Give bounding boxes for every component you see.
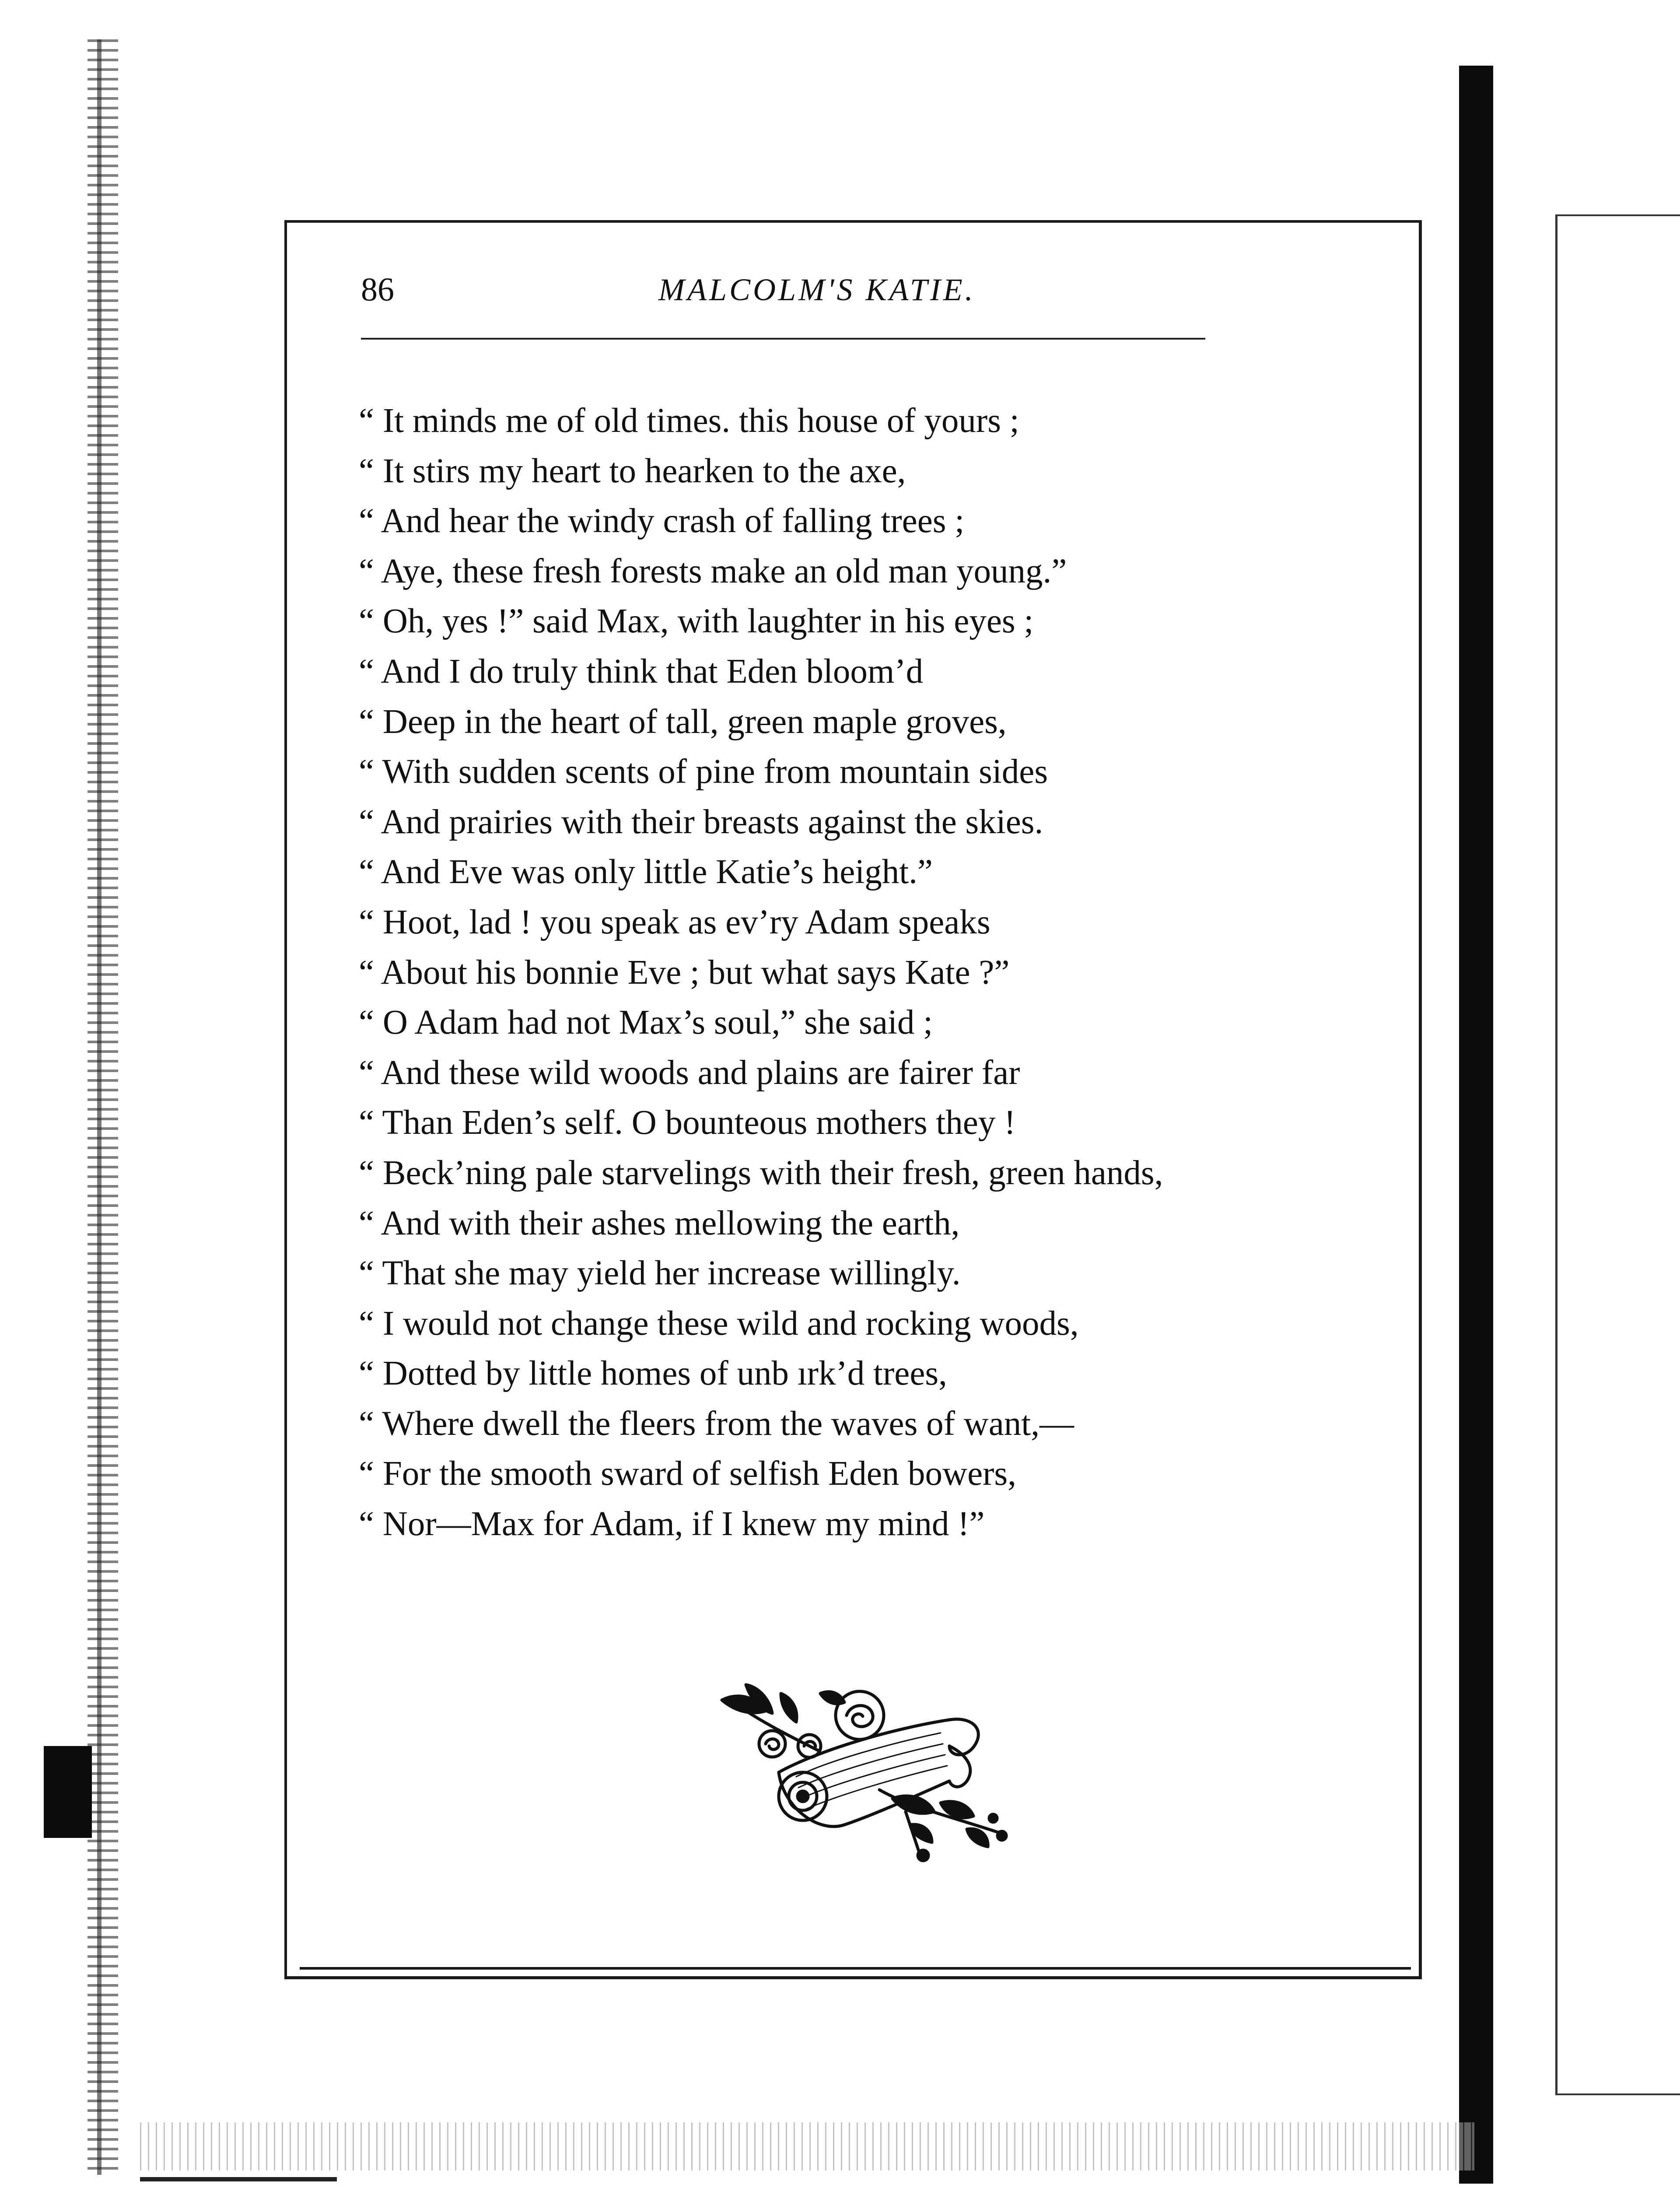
- page-number: 86: [361, 271, 394, 308]
- scan-binding-edge: [97, 39, 102, 2175]
- running-title: MALCOLM'S KATIE.: [658, 272, 976, 307]
- scan-binding-shadow: [88, 39, 118, 2175]
- page-frame-bottom-rule: [300, 1967, 1411, 1970]
- verse-line: “ Beck’ning pale starvelings with their fresh, green hands,: [359, 1154, 1163, 1192]
- verse-line: “ Aye, these fresh forests make an old man young.”: [359, 552, 1067, 590]
- verse-line: “ And these wild woods and plains are fairer far: [359, 1053, 1020, 1092]
- scan-bottom-mark: [140, 2177, 337, 2181]
- verse-line: “ It minds me of old times. this house of yours ;: [359, 402, 1019, 440]
- verse-line: “ About his bonnie Eve ; but what says Kate ?”: [359, 953, 1010, 992]
- scan-bottom-noise: [140, 2122, 1474, 2170]
- verse-line: “ And with their ashes mellowing the earth,: [359, 1204, 960, 1242]
- scan-clip-mark: [44, 1746, 92, 1838]
- verse-line: “ And Eve was only little Katie’s height.”: [359, 853, 933, 891]
- verse-line: “ And prairies with their breasts against the skies.: [359, 803, 1043, 841]
- head-rule: [361, 338, 1205, 340]
- running-head: [361, 268, 1148, 312]
- verse-line: “ I would not change these wild and rocking woods,: [359, 1304, 1079, 1343]
- verse-line: “ Nor—Max for Adam, if I knew my mind !”: [359, 1505, 985, 1543]
- verse-line: “ Than Eden’s self. O bounteous mothers they !: [359, 1104, 1016, 1142]
- verse-line: “ And hear the windy crash of falling trees ;: [359, 502, 965, 540]
- verse-line: “ And I do truly think that Eden bloom’d: [359, 652, 924, 691]
- verse-line: “ That she may yield her increase willingly.: [359, 1254, 961, 1293]
- verse-line: “ O Adam had not Max’s soul,” she said ;: [359, 1003, 933, 1042]
- verse-line: “ Hoot, lad ! you speak as ev’ry Adam speaks: [359, 903, 990, 941]
- verse-block: [359, 396, 1391, 1550]
- verse-line: “ It stirs my heart to hearken to the axe,: [359, 452, 906, 490]
- verse-line: “ With sudden scents of pine from mountain sides: [359, 753, 1048, 791]
- book-spine-shadow: [1459, 66, 1493, 2184]
- verse-line: “ Deep in the heart of tall, green maple groves,: [359, 702, 1007, 741]
- facing-page-edge: [1555, 214, 1680, 2095]
- verse-line: “ Oh, yes !” said Max, with laughter in his eyes ;: [359, 602, 1034, 641]
- verse-line: “ Where dwell the fleers from the waves of want,—: [359, 1404, 1074, 1443]
- verse-line: “ For the smooth sward of selfish Eden bowers,: [359, 1455, 1016, 1493]
- verse-line: “ Dotted by little homes of unb ırk’d trees,: [359, 1354, 947, 1393]
- floral-scroll-ornament-icon: [704, 1667, 1028, 1869]
